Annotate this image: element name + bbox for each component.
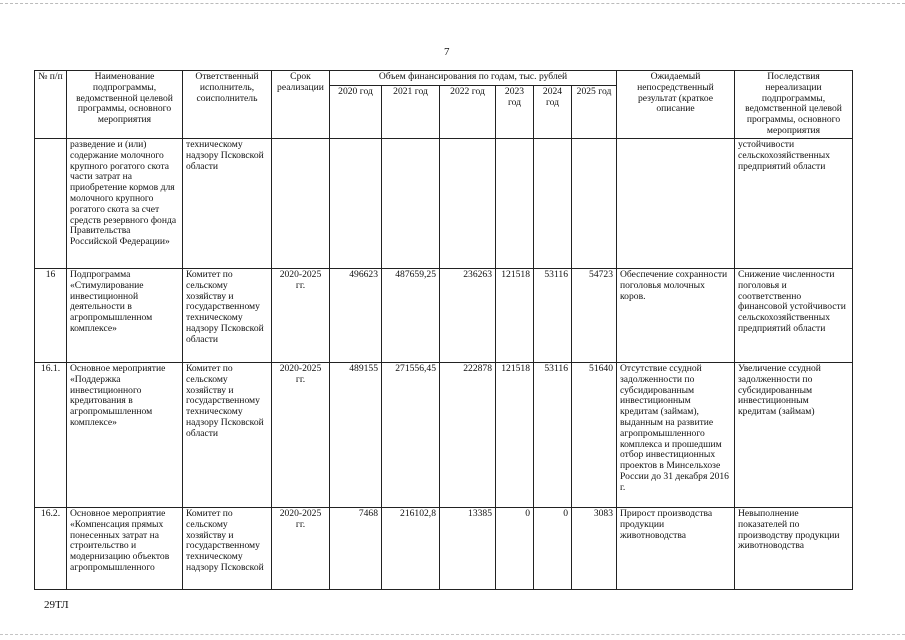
- program-table: [34, 70, 853, 590]
- header-financing: Объем финансирования по годам, тыс. рублей: [330, 71, 617, 86]
- row-term: 2020-2025 гг.: [272, 508, 330, 590]
- row-result: Отсутствие ссудной задолженности по субсидированным инвестиционным кредитам (займам), выданным на развитие агропромышленного комплекса и прошедшим отбор инвестиционных проектов в Минсельхозе России до 31 декабря 2016 г.: [617, 363, 735, 508]
- row-value-2023: 121518: [496, 363, 534, 508]
- header-year-2023: 2023 год: [496, 86, 534, 139]
- header-term: Срок реализации: [272, 71, 330, 139]
- row-value-2024: 0: [534, 508, 572, 590]
- table-row: [35, 269, 853, 363]
- header-row-1: [35, 71, 853, 86]
- row-value-2022: 236263: [440, 269, 496, 363]
- row-value-2024: 53116: [534, 269, 572, 363]
- row-term: 2020-2025 гг.: [272, 269, 330, 363]
- table-row: [35, 363, 853, 508]
- row-value-2023: 121518: [496, 269, 534, 363]
- row-value-2025: 3083: [572, 508, 617, 590]
- row-value-2021: 216102,8: [382, 508, 440, 590]
- header-responsible: Ответственный исполнитель, соисполнитель: [183, 71, 272, 139]
- row-no: 16.1.: [35, 363, 67, 508]
- header-no: № п/п: [35, 71, 67, 139]
- header-name: Наименование подпрограммы, ведомственной целевой программы, основного мероприятия: [67, 71, 183, 139]
- row-responsible: Комитет по сельскому хозяйству и государственному техническому надзору Псковской области: [183, 269, 272, 363]
- row-consequences: устойчивости сельскохозяйственных предприятий области: [735, 139, 853, 269]
- scan-edge-top: [0, 3, 905, 4]
- row-value-2024: 53116: [534, 363, 572, 508]
- row-responsible: Комитет по сельскому хозяйству и государственному техническому надзору Псковской области: [183, 363, 272, 508]
- row-consequences: Невыполнение показателей по производству продукции животноводства: [735, 508, 853, 590]
- row-name: Основное мероприятие «Поддержка инвестиционного кредитования в агропромышленном комплексе»: [67, 363, 183, 508]
- row-value-2021: 487659,25: [382, 269, 440, 363]
- row-value-2022: 13385: [440, 508, 496, 590]
- row-value-2020: 489155: [330, 363, 382, 508]
- row-consequences: Увеличение ссудной задолженности по субсидированным инвестиционным кредитам (займам): [735, 363, 853, 508]
- header-year-2020: 2020 год: [330, 86, 382, 139]
- table-row: [35, 508, 853, 590]
- row-no: [35, 139, 67, 269]
- row-term: 2020-2025 гг.: [272, 363, 330, 508]
- row-value-2020: 496623: [330, 269, 382, 363]
- row-result: Прирост производства продукции животноводства: [617, 508, 735, 590]
- header-year-2022: 2022 год: [440, 86, 496, 139]
- header-result: Ожидаемый непосредственный результат (краткое описание: [617, 71, 735, 139]
- row-no: 16: [35, 269, 67, 363]
- row-value-2025: 54723: [572, 269, 617, 363]
- row-value-2023: 0: [496, 508, 534, 590]
- footer-code: 29ТЛ: [44, 599, 69, 611]
- row-value-2021: [382, 139, 440, 269]
- row-responsible: Комитет по сельскому хозяйству и государственному техническому надзору Псковской: [183, 508, 272, 590]
- header-consequences: Последствия нереализации подпрограммы, ведомственной целевой программы, основного мероприятия: [735, 71, 853, 139]
- row-name: разведение и (или) содержание молочного крупного рогатого скота части затрат на приобретение кормов для молочного крупного рогатого скота за счет средств резервного фонда Правительства Российской Федерации»: [67, 139, 183, 269]
- row-result: [617, 139, 735, 269]
- scan-edge-bottom: [0, 634, 905, 635]
- row-value-2023: [496, 139, 534, 269]
- row-result: Обеспечение сохранности поголовья молочных коров.: [617, 269, 735, 363]
- page-number: 7: [444, 46, 450, 58]
- row-value-2024: [534, 139, 572, 269]
- row-value-2020: [330, 139, 382, 269]
- row-name: Подпрограмма «Стимулирование инвестиционной деятельности в агропромышленном комплексе»: [67, 269, 183, 363]
- row-term: [272, 139, 330, 269]
- row-value-2025: 51640: [572, 363, 617, 508]
- row-no: 16.2.: [35, 508, 67, 590]
- row-value-2021: 271556,45: [382, 363, 440, 508]
- row-value-2022: 222878: [440, 363, 496, 508]
- header-year-2024: 2024 год: [534, 86, 572, 139]
- header-year-2025: 2025 год: [572, 86, 617, 139]
- table-row: [35, 139, 853, 269]
- row-value-2025: [572, 139, 617, 269]
- row-responsible: техническому надзору Псковской области: [183, 139, 272, 269]
- row-value-2022: [440, 139, 496, 269]
- header-year-2021: 2021 год: [382, 86, 440, 139]
- row-consequences: Снижение численности поголовья и соответственно финансовой устойчивости сельскохозяйственных предприятий области: [735, 269, 853, 363]
- row-value-2020: 7468: [330, 508, 382, 590]
- row-name: Основное мероприятие «Компенсация прямых понесенных затрат на строительство и модернизацию объектов агропромышленного: [67, 508, 183, 590]
